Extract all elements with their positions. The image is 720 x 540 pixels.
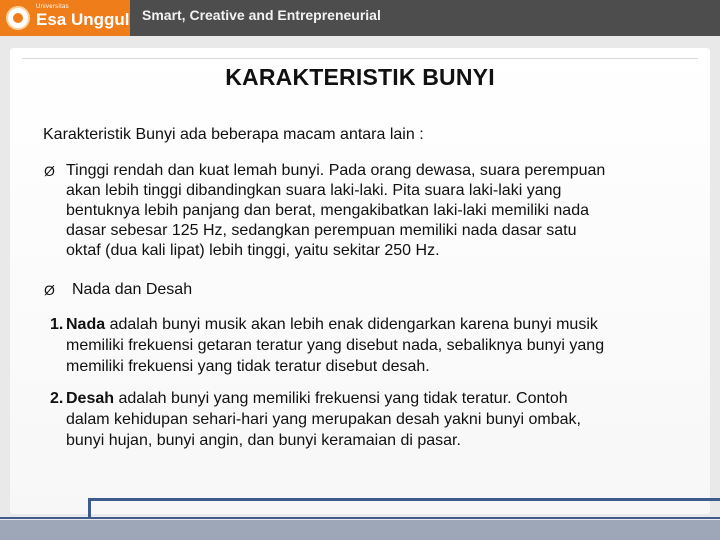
bullet-line: oktaf (dua kali lipat) lebih tinggi, yaitu sekitar 250 Hz. — [66, 242, 440, 259]
bullet-line: bentuknya lebih panjang dan berat, mengakibatkan laki-laki memiliki nada — [66, 202, 589, 219]
slide-title: KARAKTERISTIK BUNYI — [225, 64, 495, 90]
numbered-line — [66, 388, 686, 409]
definition-text: adalah bunyi musik akan lebih enak didengarkan karena bunyi musik — [105, 316, 598, 333]
footer-divider — [0, 517, 720, 519]
arrow-bullet-icon: Ø — [44, 163, 55, 179]
term-label: Nada — [66, 316, 106, 333]
numbered-text — [66, 388, 686, 451]
numbered-line: memiliki frekuensi yang tidak teratur disebut desah. — [66, 358, 430, 375]
university-logo — [0, 0, 130, 36]
term-label: Desah — [66, 390, 115, 407]
bullet-line: dasar sebesar 125 Hz, sedangkan perempuan memiliki nada dasar satu — [66, 222, 577, 239]
bullet-line: akan lebih tinggi dibandingkan suara laki-laki. Pita suara laki-laki yang — [66, 182, 562, 199]
footer-band — [0, 520, 720, 540]
footer-divider — [88, 498, 91, 519]
logo-name: Esa Unggul — [36, 10, 130, 29]
logo-subtitle: Universitas — [36, 4, 69, 10]
numbered-line: memiliki frekuensi getaran teratur yang disebut nada, sebaliknya bunyi yang — [66, 337, 605, 354]
slide-divider — [22, 58, 698, 59]
numbered-line — [66, 314, 686, 335]
header-tagline: Smart, Creative and Entrepreneurial — [142, 7, 381, 23]
header-bar — [0, 0, 720, 36]
bullet-line: Nada dan Desah — [72, 281, 193, 298]
numbered-text — [66, 314, 686, 377]
item-number: 2. — [50, 390, 64, 407]
arrow-bullet-icon: Ø — [44, 282, 55, 298]
definition-text: adalah bunyi yang memiliki frekuensi yang tidak teratur. Contoh — [114, 390, 568, 407]
footer-divider — [90, 498, 720, 501]
bullet-line: Tinggi rendah dan kuat lemah bunyi. Pada orang dewasa, suara perempuan — [66, 162, 606, 179]
numbered-line: bunyi hujan, bunyi angin, dan bunyi keramaian di pasar. — [66, 432, 461, 449]
item-number: 1. — [50, 316, 64, 333]
numbered-line: dalam kehidupan sehari-hari yang merupakan desah yakni bunyi ombak, — [66, 411, 581, 428]
logo-emblem-icon — [6, 6, 30, 30]
bullet-text — [66, 161, 696, 261]
intro-text: Karakteristik Bunyi ada beberapa macam antara lain : — [43, 126, 424, 143]
bullet-text — [72, 280, 702, 300]
